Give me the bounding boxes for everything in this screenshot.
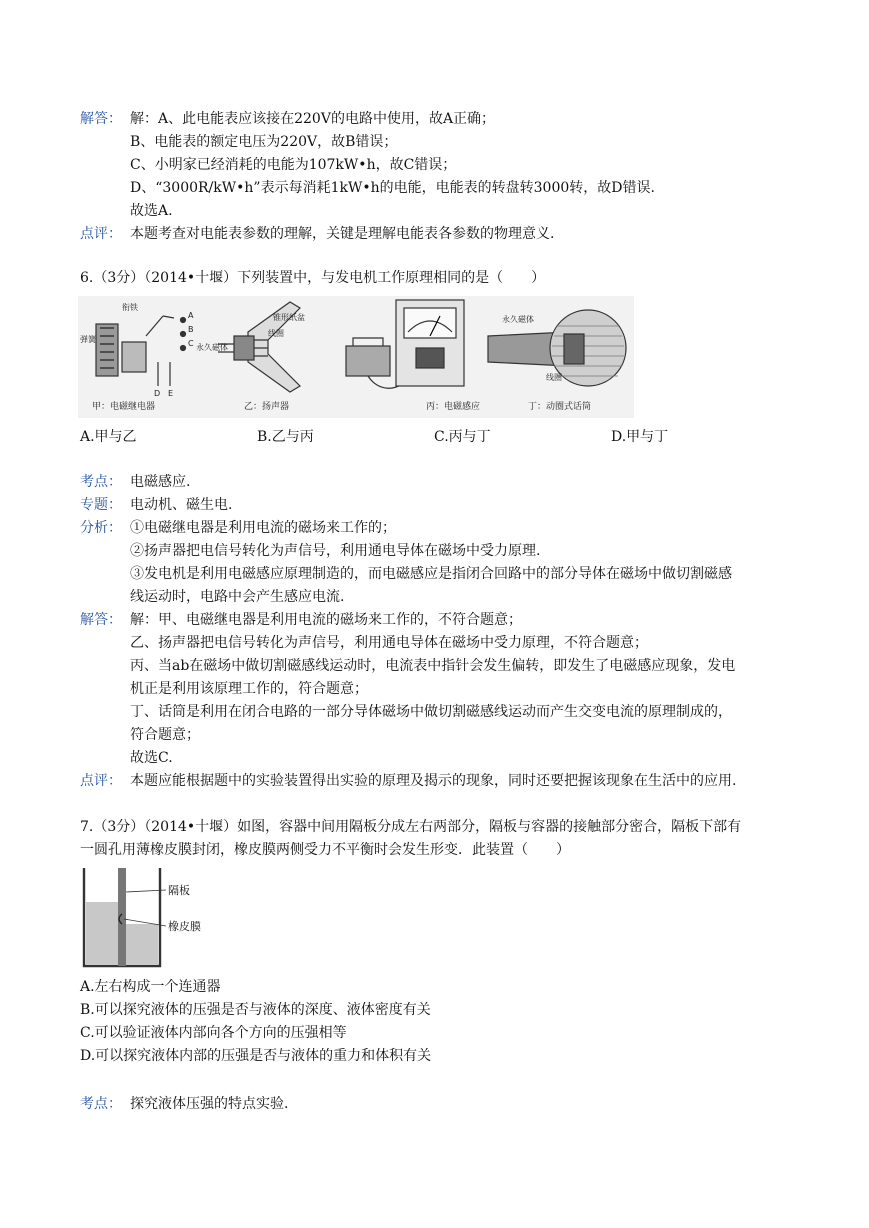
q6-answer-line-6: 符合题意； xyxy=(130,727,200,743)
right-liquid xyxy=(126,924,158,964)
q6-stem: 6.（3分）（2014•十堰）下列装置中，与发电机工作原理相同的是（ ） xyxy=(80,270,546,286)
q6-fenxi-label: 分析： xyxy=(80,520,122,536)
q7-stem-line-2: 一圆孔用薄橡皮膜封闭，橡皮膜两侧受力不平衡时会发生形变．此装置（ ） xyxy=(80,842,570,858)
label-yongjiucitie: 永久磁体 xyxy=(196,343,228,352)
q7-option-a: A.左右构成一个连通器 xyxy=(80,979,221,995)
q6-option-a: A.甲与乙 xyxy=(80,429,137,445)
q5-answer-line-4: D、“3000R/kW•h”表示每消耗1kW•h的电能，电能表的转盘转3000转，故D错误. xyxy=(130,180,655,196)
label-A: A xyxy=(188,311,194,320)
q5-comment: 本题考查对电能表参数的理解，关键是理解电能表各参数的物理意义. xyxy=(130,226,555,242)
q6-option-b: B.乙与丙 xyxy=(257,429,314,445)
caption-yi: 乙：扬声器 xyxy=(244,402,290,412)
label-tanhuang: 弹簧 xyxy=(80,335,96,344)
q5-answer-line-2: B、电能表的额定电压为220V，故B错误； xyxy=(130,134,398,150)
label-xianquan: 线圈 xyxy=(268,329,284,338)
q7-option-c: C.可以验证液体内部向各个方向的压强相等 xyxy=(80,1025,347,1041)
label-D: D xyxy=(154,389,161,398)
q6-option-d: D.甲与丁 xyxy=(611,429,669,445)
caption-jia: 甲：电磁继电器 xyxy=(92,402,156,412)
left-liquid xyxy=(86,902,118,964)
q6-fenxi-line-3: ③发电机是利用电磁感应原理制造的，而电磁感应是指闭合回路中的部分导体在磁场中做切割磁感 xyxy=(130,566,732,582)
q6-comment: 本题应能根据题中的实验装置得出实验的原理及揭示的现象，同时还要把握该现象在生活中的应用. xyxy=(130,773,737,789)
q6-answer-line-2: 乙、扬声器把电信号转化为声信号，利用通电导体在磁场中受力原理，不符合题意； xyxy=(130,635,648,651)
caption-ding: 丁：动圈式话筒 xyxy=(528,402,592,412)
q6-answer-label: 解答： xyxy=(80,612,122,628)
q6-answer-line-1: 解：甲、电磁继电器是利用电流的磁场来工作的，不符合题意； xyxy=(130,612,522,628)
q5-comment-label: 点评： xyxy=(80,226,122,242)
caption-bing: 丙：电磁感应 xyxy=(426,402,481,412)
q5-answer-line-3: C、小明家已经消耗的电能为107kW•h，故C错误； xyxy=(130,157,457,173)
q6-fenxi-line-4: 线运动时，电路中会产生感应电流. xyxy=(130,589,345,605)
q6-option-c: C.丙与丁 xyxy=(434,429,491,445)
q7-option-d: D.可以探究液体内部的压强是否与液体的重力和体积有关 xyxy=(80,1048,432,1064)
label-E: E xyxy=(168,389,174,398)
label-xiantie: 衔铁 xyxy=(122,303,138,312)
q7-kaodian-label: 考点： xyxy=(80,1096,122,1112)
label-xiangpimo: 橡皮膜 xyxy=(168,920,201,933)
q5-answer-line-1: 解：A、此电能表应该接在220V的电路中使用，故A正确； xyxy=(130,111,496,127)
q6-answer-line-5: 丁、话筒是利用在闭合电路的一部分导体磁场中做切割磁感线运动而产生交变电流的原理制成的， xyxy=(130,704,732,720)
q7-kaodian: 探究液体压强的特点实验. xyxy=(130,1096,289,1112)
label-B: B xyxy=(188,325,194,334)
label-C: C xyxy=(188,339,194,348)
label-xianquan2: 线圈 xyxy=(546,373,562,382)
label-yongjiucitie2: 永久磁体 xyxy=(502,315,534,324)
q7-option-b: B.可以探究液体的压强是否与液体的深度、液体密度有关 xyxy=(80,1002,431,1018)
q6-zhuanti-label: 专题： xyxy=(80,497,122,513)
q6-comment-label: 点评： xyxy=(80,773,122,789)
q6-kaodian: 电磁感应. xyxy=(130,474,191,490)
q6-kaodian-label: 考点： xyxy=(80,474,122,490)
label-zhuixingzhipen: 锥形纸盆 xyxy=(273,313,305,322)
q6-zhuanti: 电动机、磁生电. xyxy=(130,497,233,513)
q6-answer-line-7: 故选C. xyxy=(130,750,173,766)
label-geban: 隔板 xyxy=(168,884,190,897)
q6-figure xyxy=(78,296,634,418)
q6-fenxi-line-1: ①电磁继电器是利用电流的磁场来工作的； xyxy=(130,520,396,536)
q5-answer-line-5: 故选A. xyxy=(130,203,173,219)
q7-stem-line-1: 7.（3分）（2014•十堰）如图，容器中间用隔板分成左右两部分，隔板与容器的接触部分密合，隔板下部有 xyxy=(80,819,742,835)
q6-answer-line-3: 丙、当ab在磁场中做切割磁感线运动时，电流表中指针会发生偏转，即发生了电磁感应现象，发电 xyxy=(130,658,736,674)
q5-answer-label: 解答： xyxy=(80,111,122,127)
q7-container-figure xyxy=(80,864,208,970)
q6-answer-line-4: 机正是利用该原理工作的，符合题意； xyxy=(130,681,368,697)
q6-fenxi-line-2: ②扬声器把电信号转化为声信号，利用通电导体在磁场中受力原理. xyxy=(130,543,541,559)
